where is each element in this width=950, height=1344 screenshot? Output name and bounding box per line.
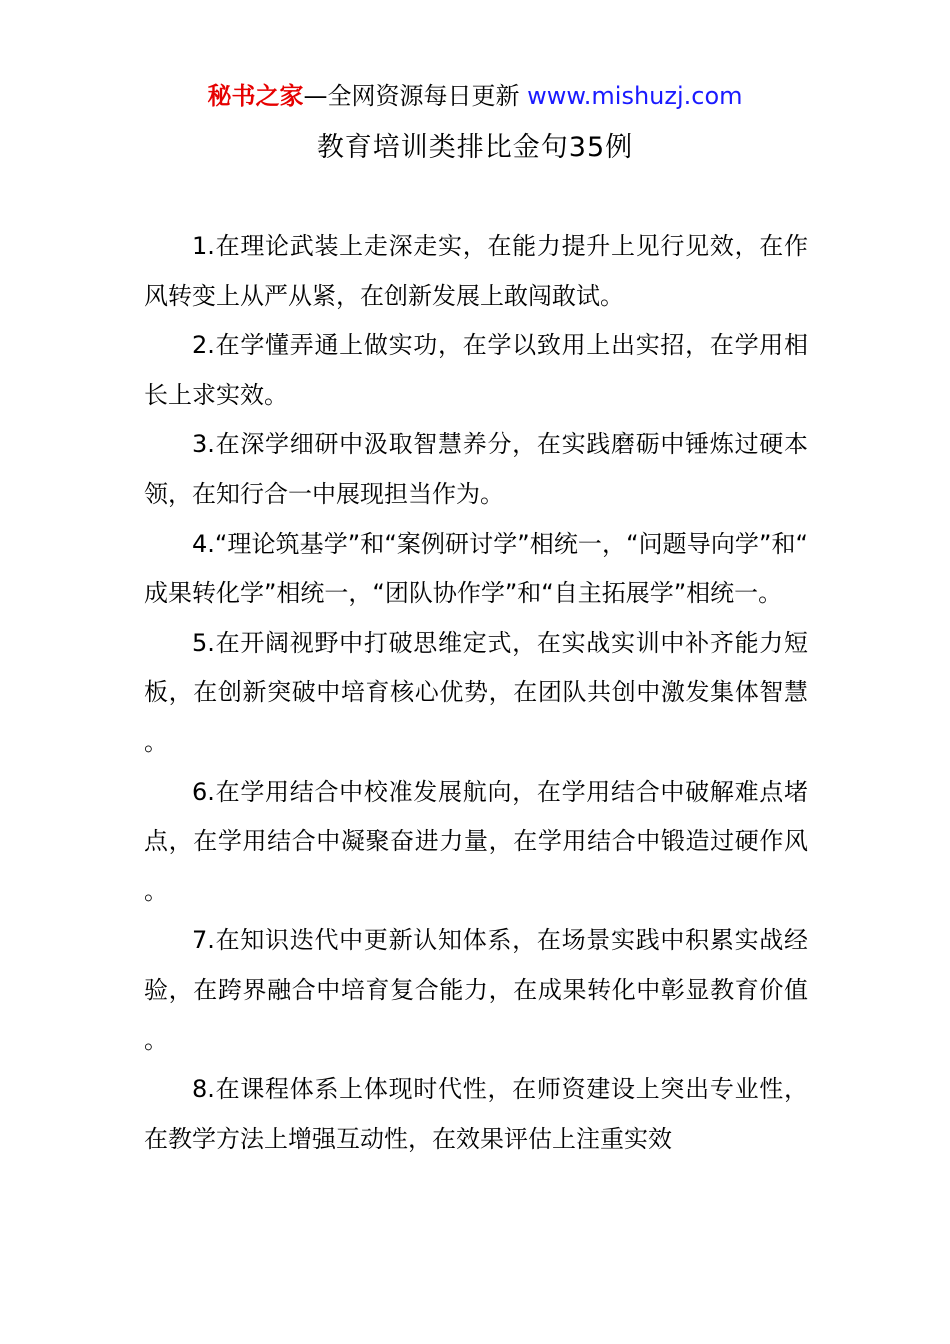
paragraph-7: 7.在知识迭代中更新认知体系，在场景实践中积累实战经验，在跨界融合中培育复合能力，在成果转化中彰显教育价值。 [144, 926, 808, 1054]
document-body [144, 222, 808, 1164]
paragraph-1: 1.在理论武装上走深走实，在能力提升上见行见效，在作风转变上从严从紧，在创新发展上敢闯敢试。 [144, 232, 808, 310]
paragraph-8: 8.在课程体系上体现时代性，在师资建设上突出专业性，在教学方法上增强互动性，在效果评估上注重实效 [144, 1075, 808, 1153]
paragraph-3: 3.在深学细研中汲取智慧养分，在实践磨砺中锤炼过硬本领，在知行合一中展现担当作为。 [144, 430, 808, 508]
paragraph-5: 5.在开阔视野中打破思维定式，在实战实训中补齐能力短板，在创新突破中培育核心优势，在团队共创中激发集体智慧。 [144, 628, 808, 756]
paragraph-4: 4.“理论筑基学”和“案例研讨学”相统一，“问题导向学”和“成果转化学”相统一，“团队协作学”和“自主拓展学”相统一。 [144, 529, 808, 608]
paragraph-6: 6.在学用结合中校准发展航向，在学用结合中破解难点堵点，在学用结合中凝聚奋进力量，在学用结合中锻造过硬作风。 [144, 777, 808, 905]
site-brand: 秘书之家 [207, 82, 304, 110]
site-url-link[interactable]: www.mishuzj.com [527, 82, 743, 110]
paragraph-2: 2.在学懂弄通上做实功，在学以致用上出实招，在学用相长上求实效。 [144, 331, 808, 409]
site-header [0, 80, 950, 112]
site-tagline: —全网资源每日更新 [303, 82, 520, 110]
document-title: 教育培训类排比金句35例 [316, 132, 634, 163]
